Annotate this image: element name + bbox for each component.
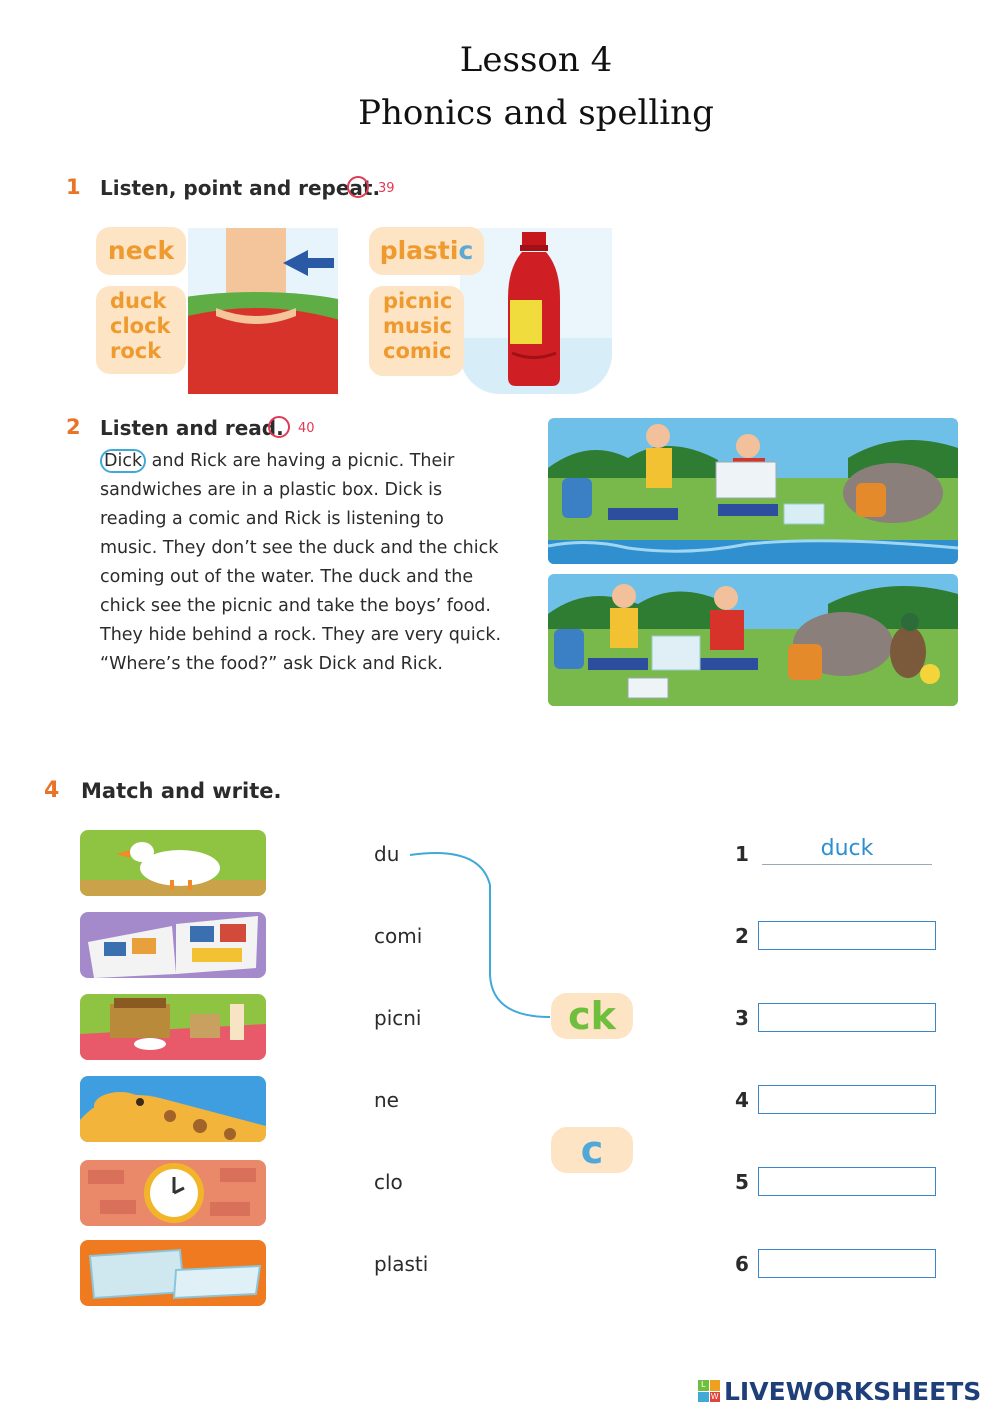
exercise-2-number: 2: [66, 415, 81, 439]
story-line-8: “Where’s the food?” ask Dick and Rick.: [100, 654, 443, 674]
picture-plastic-box: [80, 1240, 266, 1306]
word-duck: duck: [110, 289, 167, 313]
exercise-4-instruction: Match and write.: [81, 779, 282, 803]
fragment-comi[interactable]: comi: [374, 924, 423, 948]
answer-input-4[interactable]: [758, 1085, 936, 1114]
exercise-1-number: 1: [66, 175, 81, 199]
word-music: music: [383, 314, 452, 338]
audio-cd-icon-2[interactable]: [268, 416, 290, 442]
lesson-title: Lesson 4: [459, 40, 613, 80]
ending-c[interactable]: c: [551, 1127, 633, 1173]
word-picnic: picnic: [383, 289, 453, 313]
circled-word-dick: Dick: [100, 449, 146, 473]
audio-cd-icon[interactable]: [347, 176, 369, 202]
answer-number-2: 2: [735, 924, 749, 948]
picture-duck: [80, 830, 266, 896]
answer-number-3: 3: [735, 1006, 749, 1030]
neck-illustration: [188, 228, 338, 394]
story-scene-1: [548, 418, 958, 564]
answer-input-2[interactable]: [758, 921, 936, 950]
story-line-3: reading a comic and Rick is listening to: [100, 509, 444, 529]
answer-number-1: 1: [735, 842, 749, 866]
story-line-6: chick see the picnic and take the boys’ food.: [100, 596, 491, 616]
answer-number-5: 5: [735, 1170, 749, 1194]
word-comic: comic: [383, 339, 452, 363]
track-number-39: 39: [378, 181, 395, 196]
liveworksheets-logo-icon: L W: [698, 1380, 720, 1402]
story-line-2: sandwiches are in a plastic box. Dick is: [100, 480, 443, 500]
story-line-4: music. They don’t see the duck and the chick: [100, 538, 499, 558]
exercise-2-instruction: Listen and read.: [100, 416, 284, 440]
picture-picnic: [80, 994, 266, 1060]
word-plastic-stem: plasti: [379, 236, 459, 265]
picture-giraffe-neck: [80, 1076, 266, 1142]
word-neck: neck: [107, 236, 175, 265]
word-plastic-ending: c: [458, 236, 474, 265]
story-line-7: They hide behind a rock. They are very quick.: [100, 625, 502, 645]
story-line-5: coming out of the water. The duck and the: [100, 567, 474, 587]
word-plastic-box: [369, 227, 484, 275]
fragment-ne[interactable]: ne: [374, 1088, 399, 1112]
word-rock: rock: [110, 339, 162, 363]
story-line-1: Dick and Rick are having a picnic. Their: [100, 447, 530, 476]
fragment-picni[interactable]: picni: [374, 1006, 422, 1030]
answer-input-6[interactable]: [758, 1249, 936, 1278]
answer-number-4: 4: [735, 1088, 749, 1112]
c-word-list: [369, 286, 464, 376]
story-scene-2: [548, 574, 958, 706]
story-text: [100, 447, 530, 679]
liveworksheets-brand: LIVEWORKSHEETS: [724, 1377, 982, 1406]
exercise-4-number: 4: [44, 778, 60, 803]
lesson-subtitle: Phonics and spelling: [358, 93, 714, 133]
example-answer-duck: duck: [762, 836, 932, 865]
exercise-1-instruction: Listen, point and repeat.: [100, 176, 381, 200]
ending-ck[interactable]: ck: [551, 993, 633, 1039]
answer-input-3[interactable]: [758, 1003, 936, 1032]
answer-number-6: 6: [735, 1252, 749, 1276]
track-number-40: 40: [298, 421, 315, 436]
fragment-du[interactable]: du: [374, 842, 400, 866]
k-word-list: [96, 286, 186, 374]
picture-comic: [80, 912, 266, 978]
word-neck-box: [96, 227, 186, 275]
example-match-line: [400, 845, 560, 1025]
answer-input-5[interactable]: [758, 1167, 936, 1196]
word-clock: clock: [110, 314, 171, 338]
fragment-clo[interactable]: clo: [374, 1170, 403, 1194]
fragment-plasti[interactable]: plasti: [374, 1252, 429, 1276]
picture-clock: [80, 1160, 266, 1226]
